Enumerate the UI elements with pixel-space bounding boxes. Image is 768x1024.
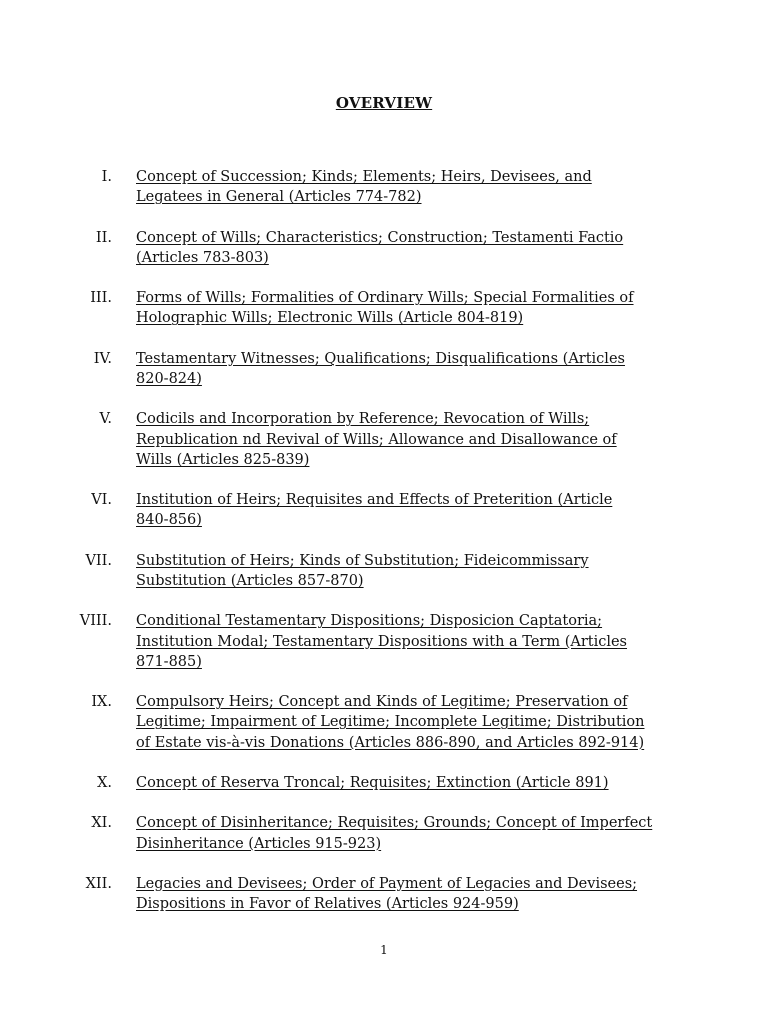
toc-entry-line-text: Institution Modal; Testamentary Dispositions with a Term (Articles [136,633,628,650]
toc-entry-line [136,712,696,732]
toc-entry-numeral: XI. [91,815,112,832]
toc-entry-line-text: Republication nd Revival of Wills; Allowance and Disallowance of [136,431,617,448]
toc-entry-line [136,632,696,652]
toc-entry-line [136,834,696,854]
toc-entry-numeral: VI. [91,492,112,509]
toc-entry [0,228,768,268]
toc-entry-text [136,228,696,268]
toc-entry-line-text: Compulsory Heirs; Concept and Kinds of Legitime; Preservation of [136,694,628,711]
toc-entry-line-text: Conditional Testamentary Dispositions; Disposicion Captatoria; [136,613,603,630]
toc-entry-line-text: Testamentary Witnesses; Qualifications; Disqualifications (Articles [136,350,625,367]
toc-entry-line-text: Legitime; Impairment of Legitime; Incomplete Legitime; Distribution [136,714,645,731]
toc-entry-line-text: Wills (Articles 825-839) [136,451,310,468]
toc-entry [0,490,768,530]
toc-entry-numeral: VII. [85,552,112,569]
toc-entry-line [136,571,696,591]
toc-entry-text [136,551,696,591]
toc-entry [0,349,768,389]
toc-entry-text [136,692,696,753]
toc-entry-line [136,490,696,510]
toc-entry-line [136,308,696,328]
toc-entry [0,692,768,753]
toc-entry-numeral: II. [95,229,112,246]
toc-entry-text [136,611,696,672]
toc-entry-text [136,167,696,207]
toc-entry-text [136,490,696,530]
table-of-contents [0,167,768,935]
toc-entry-line [136,551,696,571]
toc-entry-line-text: Codicils and Incorporation by Reference; Revocation of Wills; [136,411,590,428]
toc-entry-text [136,288,696,328]
toc-entry-line-text: Legacies and Devisees; Order of Payment of Legacies and Devisees; [136,875,638,892]
toc-entry-text [136,773,696,793]
toc-entry-line [136,813,696,833]
toc-entry-numeral: X. [97,774,112,791]
toc-entry-line-text: Forms of Wills; Formalities of Ordinary Wills; Special Formalities of [136,290,634,307]
toc-entry-line [136,874,696,894]
toc-entry-line [136,773,696,793]
toc-entry-line [136,733,696,753]
toc-entry-line [136,510,696,530]
toc-entry-line [136,187,696,207]
toc-entry-line-text: Legatees in General (Articles 774-782) [136,189,422,206]
toc-entry-line [136,409,696,429]
toc-entry-text [136,409,696,470]
toc-entry-text [136,813,696,853]
toc-entry-line-text: of Estate vis-à-vis Donations (Articles 886-890, and Articles 892-914) [136,734,645,751]
toc-entry [0,167,768,207]
toc-entry [0,551,768,591]
toc-entry-line-text: Concept of Reserva Troncal; Requisites; Extinction (Article 891) [136,774,609,791]
toc-entry [0,813,768,853]
page-number: 1 [380,943,388,957]
toc-entry-line-text: Dispositions in Favor of Relatives (Articles 924-959) [136,896,519,913]
toc-entry-line-text: Concept of Disinheritance; Requisites; Grounds; Concept of Imperfect [136,815,653,832]
toc-entry-line-text: (Articles 783-803) [136,249,269,266]
toc-entry-line-text: 871-885) [136,653,202,670]
toc-entry-line-text: Concept of Succession; Kinds; Elements; Heirs, Devisees, and [136,169,592,185]
toc-entry-text [136,349,696,389]
toc-entry-line [136,430,696,450]
page-title: OVERVIEW [335,94,433,112]
toc-entry-numeral: IV. [93,350,112,367]
toc-entry [0,874,768,914]
toc-entry-numeral: XII. [85,875,112,892]
toc-entry [0,409,768,470]
toc-entry [0,611,768,672]
toc-entry-line [136,652,696,672]
toc-entry-line [136,692,696,712]
toc-entry-numeral: V. [99,411,112,428]
toc-entry-line-text: 840-856) [136,512,202,529]
toc-entry-line [136,349,696,369]
toc-entry-line [136,167,696,187]
toc-entry-line [136,228,696,248]
toc-entry-line-text: Holographic Wills; Electronic Wills (Article 804-819) [136,310,524,327]
toc-entry-line [136,894,696,914]
toc-entry-line-text: Institution of Heirs; Requisites and Effects of Preterition (Article [136,492,613,509]
toc-entry-line [136,248,696,268]
toc-entry-line [136,450,696,470]
toc-entry-text [136,874,696,914]
toc-entry-line-text: Concept of Wills; Characteristics; Construction; Testamenti Factio [136,229,624,246]
toc-entry-line-text: Substitution (Articles 857-870) [136,572,364,589]
toc-entry-line-text: Disinheritance (Articles 915-923) [136,835,382,852]
toc-entry-numeral: IX. [91,694,112,711]
toc-entry-line [136,288,696,308]
toc-entry-numeral: VIII. [79,613,112,630]
toc-entry [0,773,768,793]
toc-entry-line [136,369,696,389]
toc-entry-line-text: 820-824) [136,370,202,387]
toc-entry-numeral: I. [101,169,112,185]
toc-entry-line-text: Substitution of Heirs; Kinds of Substitution; Fideicommissary [136,552,589,569]
toc-entry-line [136,611,696,631]
toc-entry-numeral: III. [90,290,112,307]
toc-entry [0,288,768,328]
